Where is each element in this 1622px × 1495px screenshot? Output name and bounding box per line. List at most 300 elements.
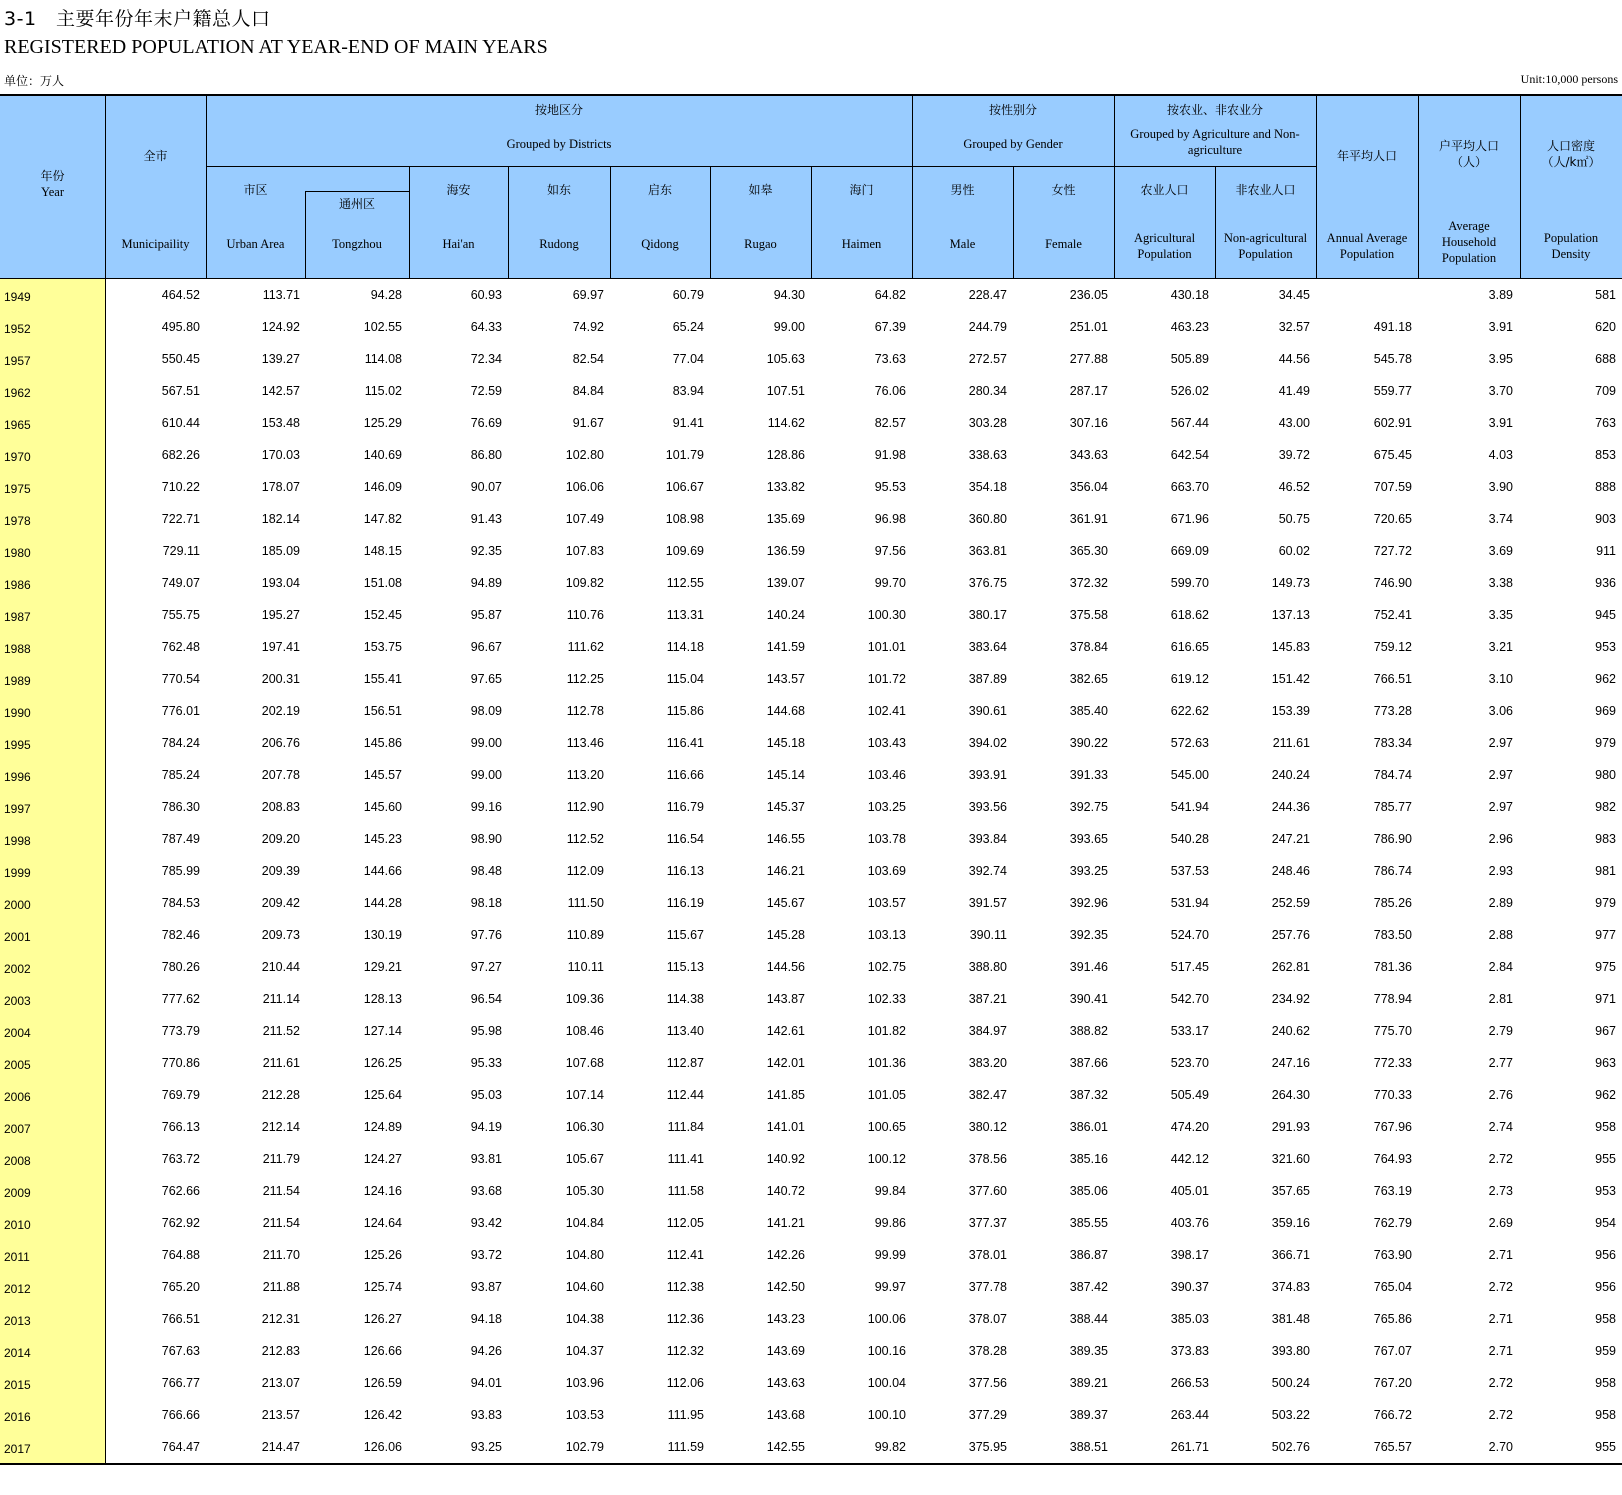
year-cell: 2002 bbox=[4, 962, 31, 976]
agri-cell: 669.09 bbox=[1170, 544, 1209, 558]
haimen-cell: 101.72 bbox=[867, 672, 906, 686]
haian-cell: 98.09 bbox=[470, 704, 502, 718]
qidong-cell: 115.04 bbox=[666, 672, 704, 686]
agri-cell: 533.17 bbox=[1170, 1024, 1209, 1038]
haian-cell: 99.00 bbox=[470, 736, 502, 750]
table-header bbox=[0, 96, 1622, 278]
urban-cell: 142.57 bbox=[261, 384, 300, 398]
household-cell: 3.91 bbox=[1488, 320, 1513, 334]
haimen-cell: 99.86 bbox=[874, 1216, 906, 1230]
density-cell: 962 bbox=[1595, 1088, 1616, 1102]
urban-cell: 209.73 bbox=[261, 928, 300, 942]
annual-avg-cell: 786.90 bbox=[1373, 832, 1412, 846]
male-cell: 380.17 bbox=[968, 608, 1007, 622]
haimen-cell: 103.46 bbox=[867, 768, 906, 782]
year-cell: 1986 bbox=[4, 578, 31, 592]
density-cell: 620 bbox=[1595, 320, 1616, 334]
haimen-cell: 99.97 bbox=[874, 1280, 906, 1294]
rudong-cell: 110.11 bbox=[567, 960, 604, 974]
annual-avg-cell: 720.65 bbox=[1373, 512, 1412, 526]
density-cell: 709 bbox=[1595, 384, 1616, 398]
haian-cell: 93.42 bbox=[470, 1216, 502, 1230]
household-cell: 2.71 bbox=[1488, 1344, 1513, 1358]
urban-cell: 206.76 bbox=[261, 736, 300, 750]
nonagri-cell: 247.21 bbox=[1271, 832, 1310, 846]
nonagri-cell: 264.30 bbox=[1271, 1088, 1310, 1102]
agri-cell: 398.17 bbox=[1170, 1248, 1209, 1262]
qidong-cell: 115.86 bbox=[666, 704, 704, 718]
density-cell: 953 bbox=[1595, 640, 1616, 654]
year-cell: 1998 bbox=[4, 834, 31, 848]
annual-avg-cell: 763.19 bbox=[1373, 1184, 1412, 1198]
municipality-cell: 784.24 bbox=[161, 736, 200, 750]
tongzhou-cell: 148.15 bbox=[363, 544, 402, 558]
female-cell: 390.22 bbox=[1069, 736, 1108, 750]
rugao-cell: 145.14 bbox=[766, 768, 805, 782]
year-cell: 2005 bbox=[4, 1058, 31, 1072]
agri-cell: 403.76 bbox=[1170, 1216, 1209, 1230]
table-row bbox=[0, 791, 1622, 823]
year-cell: 2016 bbox=[4, 1410, 31, 1424]
municipality-cell: 567.51 bbox=[161, 384, 200, 398]
urban-cell: 214.47 bbox=[261, 1440, 300, 1454]
header-agri-group-en: Grouped by Agriculture and Non-agriculture bbox=[1130, 127, 1300, 157]
rudong-cell: 105.30 bbox=[565, 1184, 604, 1198]
haimen-cell: 101.05 bbox=[867, 1088, 906, 1102]
rugao-cell: 141.01 bbox=[766, 1120, 805, 1134]
rugao-cell: 107.51 bbox=[766, 384, 805, 398]
nonagri-cell: 34.45 bbox=[1278, 288, 1310, 302]
year-cell: 2004 bbox=[4, 1026, 31, 1040]
year-cell: 2014 bbox=[4, 1346, 31, 1360]
header-districts-group-en: Grouped by Districts bbox=[506, 137, 612, 151]
rudong-cell: 84.84 bbox=[572, 384, 604, 398]
rugao-cell: 142.55 bbox=[766, 1440, 805, 1454]
haian-cell: 96.67 bbox=[470, 640, 502, 654]
rudong-cell: 112.90 bbox=[566, 800, 604, 814]
female-cell: 365.30 bbox=[1069, 544, 1108, 558]
household-cell: 3.95 bbox=[1488, 352, 1513, 366]
table-row bbox=[0, 759, 1622, 791]
annual-avg-cell: 781.36 bbox=[1373, 960, 1412, 974]
rudong-cell: 82.54 bbox=[572, 352, 604, 366]
urban-cell: 202.19 bbox=[261, 704, 300, 718]
haian-cell: 90.07 bbox=[470, 480, 502, 494]
table-row bbox=[0, 1335, 1622, 1367]
municipality-cell: 766.66 bbox=[161, 1408, 200, 1422]
rugao-cell: 114.62 bbox=[767, 416, 805, 430]
nonagri-cell: 44.56 bbox=[1278, 352, 1310, 366]
table-row bbox=[0, 1175, 1622, 1207]
tongzhou-cell: 124.64 bbox=[363, 1216, 402, 1230]
household-cell: 2.88 bbox=[1488, 928, 1513, 942]
agri-cell: 540.28 bbox=[1170, 832, 1209, 846]
tongzhou-cell: 144.28 bbox=[363, 896, 402, 910]
municipality-cell: 782.46 bbox=[161, 928, 200, 942]
household-cell: 2.72 bbox=[1488, 1280, 1513, 1294]
rudong-cell: 102.79 bbox=[565, 1440, 604, 1454]
year-cell: 1949 bbox=[4, 290, 31, 304]
urban-cell: 170.03 bbox=[261, 448, 300, 462]
female-cell: 393.25 bbox=[1069, 864, 1108, 878]
male-cell: 393.56 bbox=[968, 800, 1007, 814]
rudong-cell: 112.78 bbox=[566, 704, 604, 718]
haimen-cell: 101.36 bbox=[867, 1056, 906, 1070]
header-qidong-en: Qidong bbox=[641, 237, 679, 251]
tongzhou-cell: 124.16 bbox=[363, 1184, 402, 1198]
male-cell: 392.74 bbox=[968, 864, 1007, 878]
table-row bbox=[0, 1111, 1622, 1143]
nonagri-cell: 43.00 bbox=[1278, 416, 1310, 430]
density-cell: 581 bbox=[1595, 288, 1616, 302]
rudong-cell: 69.97 bbox=[572, 288, 604, 302]
male-cell: 384.97 bbox=[968, 1024, 1007, 1038]
density-cell: 888 bbox=[1595, 480, 1616, 494]
female-cell: 372.32 bbox=[1069, 576, 1108, 590]
table-row bbox=[0, 919, 1622, 951]
nonagri-cell: 366.71 bbox=[1271, 1248, 1310, 1262]
haimen-cell: 99.84 bbox=[874, 1184, 906, 1198]
rugao-cell: 146.55 bbox=[766, 832, 805, 846]
municipality-cell: 763.72 bbox=[161, 1152, 200, 1166]
rugao-cell: 141.21 bbox=[766, 1216, 805, 1230]
urban-cell: 213.57 bbox=[261, 1408, 300, 1422]
female-cell: 385.55 bbox=[1069, 1216, 1108, 1230]
haimen-cell: 100.06 bbox=[867, 1312, 906, 1326]
urban-cell: 212.14 bbox=[261, 1120, 300, 1134]
nonagri-cell: 211.61 bbox=[1272, 736, 1310, 750]
nonagri-cell: 257.76 bbox=[1271, 928, 1310, 942]
rugao-cell: 140.92 bbox=[766, 1152, 805, 1166]
table-row bbox=[0, 983, 1622, 1015]
tongzhou-cell: 125.74 bbox=[363, 1280, 402, 1294]
year-cell: 1990 bbox=[4, 706, 31, 720]
municipality-cell: 764.47 bbox=[161, 1440, 200, 1454]
haimen-cell: 103.43 bbox=[867, 736, 906, 750]
haian-cell: 60.93 bbox=[470, 288, 502, 302]
density-cell: 903 bbox=[1595, 512, 1616, 526]
household-cell: 2.89 bbox=[1488, 896, 1513, 910]
nonagri-cell: 153.39 bbox=[1271, 704, 1310, 718]
municipality-cell: 773.79 bbox=[161, 1024, 200, 1038]
year-cell: 1975 bbox=[4, 482, 31, 496]
female-cell: 390.41 bbox=[1069, 992, 1108, 1006]
male-cell: 383.64 bbox=[968, 640, 1007, 654]
qidong-cell: 112.38 bbox=[666, 1280, 704, 1294]
agri-cell: 463.23 bbox=[1170, 320, 1209, 334]
municipality-cell: 729.11 bbox=[162, 544, 200, 558]
female-cell: 391.33 bbox=[1069, 768, 1108, 782]
nonagri-cell: 50.75 bbox=[1278, 512, 1310, 526]
qidong-cell: 111.95 bbox=[667, 1408, 704, 1422]
agri-cell: 524.70 bbox=[1170, 928, 1209, 942]
tongzhou-cell: 124.89 bbox=[363, 1120, 402, 1134]
rugao-cell: 145.67 bbox=[766, 896, 805, 910]
density-cell: 959 bbox=[1595, 1344, 1616, 1358]
rudong-cell: 104.84 bbox=[565, 1216, 604, 1230]
haian-cell: 94.89 bbox=[470, 576, 502, 590]
rudong-cell: 110.89 bbox=[566, 928, 604, 942]
year-cell: 2011 bbox=[4, 1250, 30, 1264]
female-cell: 392.35 bbox=[1069, 928, 1108, 942]
density-cell: 955 bbox=[1595, 1152, 1616, 1166]
tongzhou-cell: 145.23 bbox=[363, 832, 402, 846]
household-cell: 3.21 bbox=[1488, 640, 1513, 654]
table-row bbox=[0, 343, 1622, 375]
rudong-cell: 102.80 bbox=[565, 448, 604, 462]
municipality-cell: 780.26 bbox=[161, 960, 200, 974]
haian-cell: 99.00 bbox=[470, 768, 502, 782]
qidong-cell: 112.55 bbox=[666, 576, 704, 590]
urban-cell: 124.92 bbox=[261, 320, 300, 334]
table-row bbox=[0, 1367, 1622, 1399]
density-cell: 763 bbox=[1595, 416, 1616, 430]
female-cell: 393.65 bbox=[1069, 832, 1108, 846]
header-female-cn: 女性 bbox=[1051, 183, 1076, 197]
agri-cell: 523.70 bbox=[1170, 1056, 1209, 1070]
agri-cell: 390.37 bbox=[1170, 1280, 1209, 1294]
density-cell: 956 bbox=[1595, 1248, 1616, 1262]
density-cell: 958 bbox=[1595, 1376, 1616, 1390]
municipality-cell: 765.20 bbox=[161, 1280, 200, 1294]
rugao-cell: 143.23 bbox=[766, 1312, 805, 1326]
year-cell: 1989 bbox=[4, 674, 31, 688]
agri-cell: 442.12 bbox=[1170, 1152, 1209, 1166]
agri-cell: 474.20 bbox=[1170, 1120, 1209, 1134]
tongzhou-cell: 102.55 bbox=[363, 320, 402, 334]
density-cell: 982 bbox=[1595, 800, 1616, 814]
urban-cell: 208.83 bbox=[261, 800, 300, 814]
annual-avg-cell: 675.45 bbox=[1373, 448, 1412, 462]
rudong-cell: 104.80 bbox=[565, 1248, 604, 1262]
annual-avg-cell: 727.72 bbox=[1373, 544, 1412, 558]
municipality-cell: 769.79 bbox=[161, 1088, 200, 1102]
rugao-cell: 140.24 bbox=[766, 608, 805, 622]
qidong-cell: 112.32 bbox=[666, 1344, 704, 1358]
tongzhou-cell: 153.75 bbox=[363, 640, 402, 654]
rudong-cell: 91.67 bbox=[572, 416, 604, 430]
annual-avg-cell: 763.90 bbox=[1373, 1248, 1412, 1262]
year-cell: 2009 bbox=[4, 1186, 31, 1200]
density-cell: 911 bbox=[1596, 544, 1616, 558]
haimen-cell: 103.13 bbox=[867, 928, 906, 942]
header-household-en: Average Household Population bbox=[1441, 219, 1497, 265]
table-row bbox=[0, 951, 1622, 983]
agri-cell: 619.12 bbox=[1170, 672, 1209, 686]
female-cell: 361.91 bbox=[1069, 512, 1108, 526]
tongzhou-cell: 146.09 bbox=[363, 480, 402, 494]
table-row bbox=[0, 471, 1622, 503]
header-density-en: Population Density bbox=[1543, 231, 1599, 261]
rudong-cell: 112.52 bbox=[566, 832, 604, 846]
male-cell: 388.80 bbox=[968, 960, 1007, 974]
urban-cell: 212.28 bbox=[261, 1088, 300, 1102]
annual-avg-cell: 767.07 bbox=[1373, 1344, 1412, 1358]
agri-cell: 542.70 bbox=[1170, 992, 1209, 1006]
nonagri-cell: 247.16 bbox=[1271, 1056, 1310, 1070]
header-density-cn: 人口密度（人/k㎡） bbox=[1541, 139, 1601, 169]
rudong-cell: 107.83 bbox=[565, 544, 604, 558]
rugao-cell: 143.57 bbox=[766, 672, 805, 686]
household-cell: 2.72 bbox=[1488, 1408, 1513, 1422]
annual-avg-cell: 752.41 bbox=[1373, 608, 1412, 622]
urban-cell: 211.88 bbox=[262, 1280, 300, 1294]
year-cell: 2003 bbox=[4, 994, 31, 1008]
density-cell: 958 bbox=[1595, 1120, 1616, 1134]
haimen-cell: 73.63 bbox=[874, 352, 906, 366]
nonagri-cell: 321.60 bbox=[1271, 1152, 1310, 1166]
qidong-cell: 112.87 bbox=[666, 1056, 704, 1070]
density-cell: 967 bbox=[1595, 1024, 1616, 1038]
rudong-cell: 103.96 bbox=[565, 1376, 604, 1390]
nonagri-cell: 151.42 bbox=[1271, 672, 1310, 686]
agri-cell: 545.00 bbox=[1170, 768, 1209, 782]
qidong-cell: 116.66 bbox=[666, 768, 704, 782]
haian-cell: 99.16 bbox=[470, 800, 502, 814]
density-cell: 980 bbox=[1595, 768, 1616, 782]
density-cell: 977 bbox=[1595, 928, 1616, 942]
table-row bbox=[0, 1399, 1622, 1431]
density-cell: 979 bbox=[1595, 896, 1616, 910]
male-cell: 377.29 bbox=[968, 1408, 1007, 1422]
rugao-cell: 142.01 bbox=[766, 1056, 805, 1070]
rudong-cell: 74.92 bbox=[572, 320, 604, 334]
header-male-cn: 男性 bbox=[950, 183, 975, 197]
female-cell: 385.16 bbox=[1069, 1152, 1108, 1166]
agri-cell: 567.44 bbox=[1170, 416, 1209, 430]
male-cell: 390.61 bbox=[968, 704, 1007, 718]
haian-cell: 95.98 bbox=[470, 1024, 502, 1038]
density-cell: 969 bbox=[1595, 704, 1616, 718]
rugao-cell: 142.26 bbox=[766, 1248, 805, 1262]
tongzhou-cell: 145.86 bbox=[363, 736, 402, 750]
header-haian-cn: 海安 bbox=[446, 183, 471, 197]
table-title-en: REGISTERED POPULATION AT YEAR-END OF MAIN YEARS bbox=[4, 36, 548, 58]
haimen-cell: 100.30 bbox=[867, 608, 906, 622]
nonagri-cell: 381.48 bbox=[1271, 1312, 1310, 1326]
household-cell: 2.84 bbox=[1488, 960, 1513, 974]
rudong-cell: 104.38 bbox=[565, 1312, 604, 1326]
annual-avg-cell: 766.51 bbox=[1373, 672, 1412, 686]
table-row bbox=[0, 1047, 1622, 1079]
rugao-cell: 94.30 bbox=[773, 288, 805, 302]
annual-avg-cell: 785.26 bbox=[1373, 896, 1412, 910]
haian-cell: 96.54 bbox=[470, 992, 502, 1006]
header-rudong-cn: 如东 bbox=[546, 183, 571, 197]
rudong-cell: 109.82 bbox=[565, 576, 604, 590]
annual-avg-cell: 764.93 bbox=[1373, 1152, 1412, 1166]
year-cell: 1965 bbox=[4, 418, 31, 432]
haimen-cell: 91.98 bbox=[874, 448, 906, 462]
density-cell: 971 bbox=[1595, 992, 1616, 1006]
header-tongzhou-cn: 通州区 bbox=[338, 197, 375, 211]
haian-cell: 95.33 bbox=[470, 1056, 502, 1070]
haian-cell: 64.33 bbox=[470, 320, 502, 334]
unit-label-en: Unit:10,000 persons bbox=[1520, 72, 1618, 86]
nonagri-cell: 393.80 bbox=[1271, 1344, 1310, 1358]
density-cell: 945 bbox=[1595, 608, 1616, 622]
municipality-cell: 495.80 bbox=[161, 320, 200, 334]
male-cell: 382.47 bbox=[968, 1088, 1007, 1102]
tongzhou-cell: 140.69 bbox=[363, 448, 402, 462]
nonagri-cell: 46.52 bbox=[1278, 480, 1310, 494]
agri-cell: 531.94 bbox=[1170, 896, 1209, 910]
year-cell: 2000 bbox=[4, 898, 31, 912]
municipality-cell: 755.75 bbox=[161, 608, 200, 622]
annual-avg-cell: 765.04 bbox=[1373, 1280, 1412, 1294]
year-cell: 1962 bbox=[4, 386, 31, 400]
municipality-cell: 710.22 bbox=[161, 480, 200, 494]
household-cell: 3.74 bbox=[1488, 512, 1513, 526]
haian-cell: 94.19 bbox=[470, 1120, 502, 1134]
household-cell: 2.81 bbox=[1488, 992, 1513, 1006]
male-cell: 387.21 bbox=[968, 992, 1007, 1006]
male-cell: 394.02 bbox=[968, 736, 1007, 750]
haian-cell: 93.81 bbox=[470, 1152, 502, 1166]
haimen-cell: 103.25 bbox=[867, 800, 906, 814]
rugao-cell: 143.63 bbox=[766, 1376, 805, 1390]
tongzhou-cell: 145.60 bbox=[363, 800, 402, 814]
household-cell: 2.71 bbox=[1488, 1312, 1513, 1326]
agri-cell: 618.62 bbox=[1170, 608, 1209, 622]
qidong-cell: 116.13 bbox=[666, 864, 704, 878]
table-row bbox=[0, 535, 1622, 567]
rudong-cell: 104.60 bbox=[565, 1280, 604, 1294]
header-urban-en: Urban Area bbox=[226, 237, 285, 251]
haian-cell: 94.26 bbox=[470, 1344, 502, 1358]
rugao-cell: 141.85 bbox=[766, 1088, 805, 1102]
household-cell: 2.97 bbox=[1488, 800, 1513, 814]
household-cell: 2.74 bbox=[1488, 1120, 1513, 1134]
female-cell: 392.75 bbox=[1069, 800, 1108, 814]
rudong-cell: 107.49 bbox=[565, 512, 604, 526]
tongzhou-cell: 126.25 bbox=[363, 1056, 402, 1070]
household-cell: 3.91 bbox=[1488, 416, 1513, 430]
municipality-cell: 464.52 bbox=[161, 288, 200, 302]
density-cell: 962 bbox=[1595, 672, 1616, 686]
table-row bbox=[0, 887, 1622, 919]
tongzhou-cell: 151.08 bbox=[363, 576, 402, 590]
male-cell: 378.07 bbox=[968, 1312, 1007, 1326]
municipality-cell: 786.30 bbox=[161, 800, 200, 814]
table-row bbox=[0, 407, 1622, 439]
annual-avg-cell: 784.74 bbox=[1373, 768, 1412, 782]
female-cell: 388.51 bbox=[1069, 1440, 1108, 1454]
year-cell: 1996 bbox=[4, 770, 31, 784]
header-nonagri-en: Non-agricultural Population bbox=[1223, 231, 1308, 261]
household-cell: 3.10 bbox=[1488, 672, 1513, 686]
table-row bbox=[0, 439, 1622, 471]
density-cell: 983 bbox=[1595, 832, 1616, 846]
rudong-cell: 104.37 bbox=[565, 1344, 604, 1358]
household-cell: 4.03 bbox=[1488, 448, 1513, 462]
municipality-cell: 762.92 bbox=[161, 1216, 200, 1230]
agri-cell: 373.83 bbox=[1170, 1344, 1209, 1358]
female-cell: 387.42 bbox=[1069, 1280, 1108, 1294]
tongzhou-cell: 125.64 bbox=[363, 1088, 402, 1102]
haimen-cell: 67.39 bbox=[874, 320, 906, 334]
female-cell: 343.63 bbox=[1069, 448, 1108, 462]
annual-avg-cell: 783.34 bbox=[1373, 736, 1412, 750]
household-cell: 3.35 bbox=[1488, 608, 1513, 622]
header-rugao-en: Rugao bbox=[744, 237, 777, 251]
table-row bbox=[0, 727, 1622, 759]
urban-cell: 210.44 bbox=[261, 960, 300, 974]
municipality-cell: 722.71 bbox=[161, 512, 200, 526]
male-cell: 228.47 bbox=[968, 288, 1007, 302]
haian-cell: 93.83 bbox=[470, 1408, 502, 1422]
haian-cell: 95.87 bbox=[470, 608, 502, 622]
